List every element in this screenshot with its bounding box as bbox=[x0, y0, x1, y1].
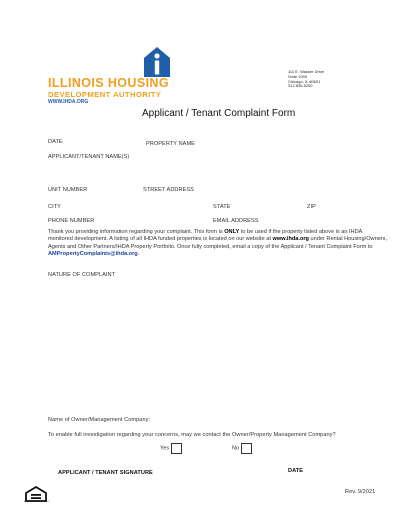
no-label: No bbox=[232, 445, 240, 452]
ihda-logo bbox=[48, 46, 188, 104]
revision-label: Rev. 9/2021 bbox=[345, 489, 376, 495]
signature-label: APPLICANT / TENANT SIGNATURE bbox=[58, 470, 153, 476]
notice-part-3: under Rental Housing/Owners, Agents and Other Partners/IHDA Property Portfolio. Once fully completed, email a copy of the Applicant / Tenant Complaint Form to bbox=[48, 236, 388, 250]
logo-line-2: DEVELOPMENT AUTHORITY bbox=[48, 90, 162, 99]
contact-question: To enable full investigation regarding your concerns, may we contact the Owner/Property Management Company? bbox=[48, 432, 336, 438]
yes-label: Yes bbox=[160, 445, 170, 452]
street-address-label: STREET ADDRESS bbox=[143, 187, 194, 193]
address-block bbox=[288, 70, 324, 89]
logo-line-1: ILLINOIS HOUSING bbox=[48, 76, 169, 90]
applicant-names-label: APPLICANT/TENANT NAME(S) bbox=[48, 154, 130, 160]
logo-url: WWW.IHDA.ORG bbox=[48, 99, 89, 105]
address-line-4: 312.836.5200 bbox=[288, 83, 313, 89]
equal-housing-icon bbox=[24, 486, 48, 502]
notice-only: ONLY bbox=[224, 229, 240, 235]
equal-housing-logo bbox=[24, 486, 48, 506]
house-logo-icon bbox=[142, 46, 172, 78]
complaints-email-link[interactable]: AMPropertyComplaints@ihda.org bbox=[48, 251, 138, 258]
yes-option bbox=[160, 443, 182, 454]
no-option bbox=[232, 443, 252, 454]
phone-label: PHONE NUMBER bbox=[48, 218, 95, 224]
zip-label: ZIP bbox=[307, 204, 316, 210]
equal-housing-text: EQUAL HOUSING OPPORTUNITY bbox=[24, 502, 50, 503]
address-line-2: Suite 1000 bbox=[288, 73, 308, 79]
date-label: DATE bbox=[48, 139, 63, 145]
notice-paragraph bbox=[48, 229, 388, 259]
email-label: EMAIL ADDRESS bbox=[213, 218, 259, 224]
form-title: Applicant / Tenant Complaint Form bbox=[142, 108, 296, 119]
state-label: STATE bbox=[213, 204, 231, 210]
notice-part-1: Thank you providing information regarding your complaint. This form is bbox=[48, 229, 225, 235]
nature-of-complaint-label: NATURE OF COMPLAINT bbox=[48, 272, 116, 278]
city-label: CITY bbox=[48, 204, 61, 210]
no-checkbox[interactable] bbox=[241, 443, 252, 454]
property-name-label: PROPERTY NAME bbox=[146, 141, 195, 147]
owner-company-label: Name of Owner/Management Company: bbox=[48, 417, 151, 423]
notice-part-4: . bbox=[137, 251, 140, 258]
unit-number-label: UNIT NUMBER bbox=[48, 187, 88, 193]
address-line-3: Chicago, IL 60601 bbox=[288, 78, 321, 84]
yes-checkbox[interactable] bbox=[171, 443, 182, 454]
address-line-1: 111 E. Wacker Drive bbox=[288, 69, 324, 74]
notice-part-2: to be used if the property listed above is an IHDA monitored development. A listing of all IHDA funded properties is located on our website at bbox=[48, 229, 363, 243]
signature-date-label: DATE bbox=[288, 468, 304, 474]
ihda-website-link[interactable]: www.ihda.org bbox=[272, 236, 309, 243]
